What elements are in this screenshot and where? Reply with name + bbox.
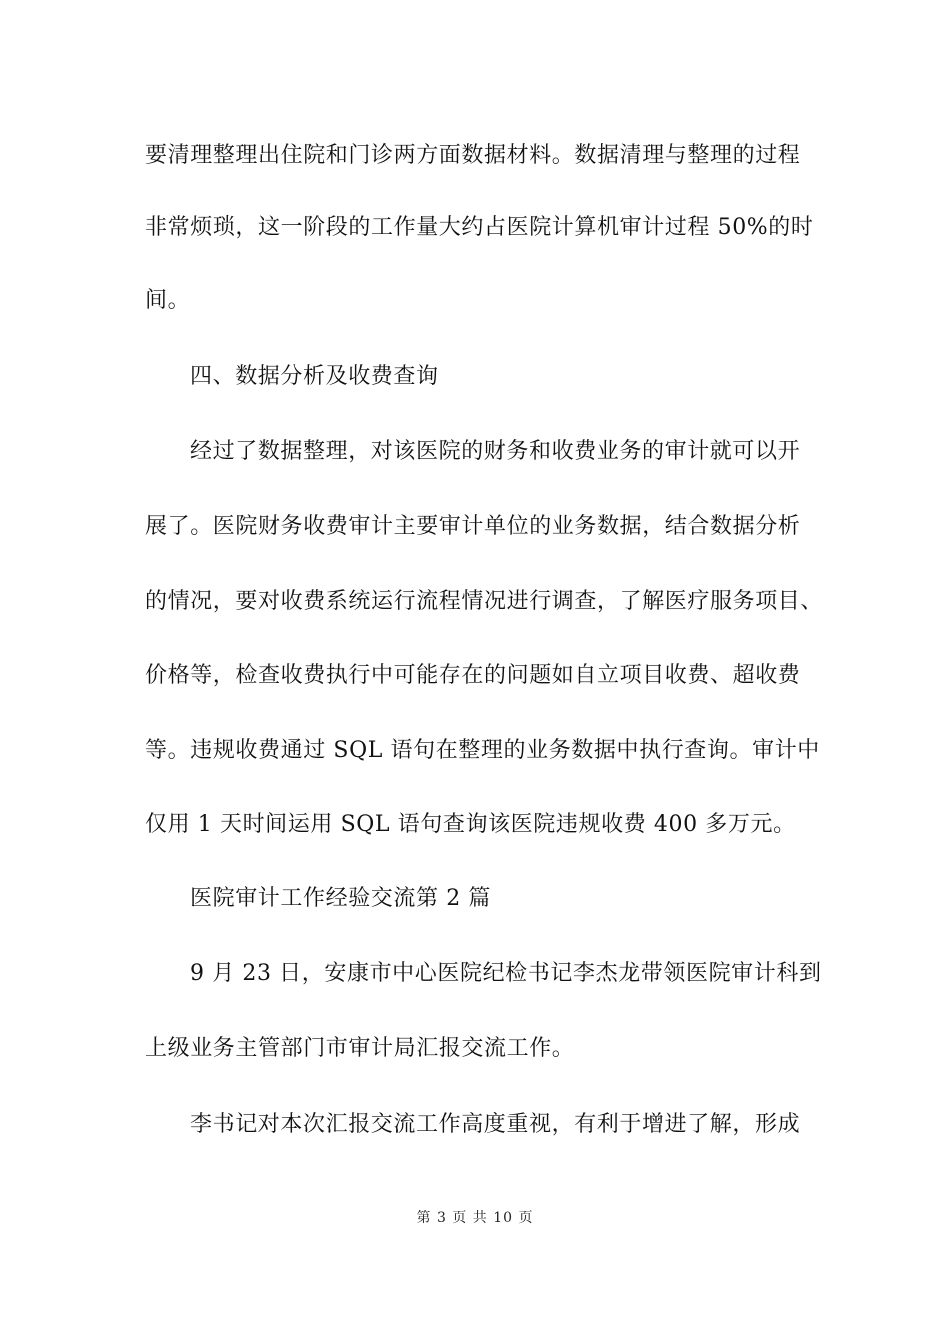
paragraph-line: 仅用 1 天时间运用 SQL 语句查询该医院违规收费 400 多万元。 — [145, 812, 796, 837]
paragraph-line: 展了。医院财务收费审计主要审计单位的业务数据，结合数据分析 — [145, 514, 801, 539]
paragraph-line: 间。 — [145, 288, 191, 313]
paragraph-line: 要清理整理出住院和门诊两方面数据材料。数据清理与整理的过程 — [145, 143, 801, 168]
paragraph-line: 上级业务主管部门市审计局汇报交流工作。 — [145, 1036, 575, 1061]
paragraph-line: 价格等，检查收费执行中可能存在的问题如自立项目收费、超收费 — [145, 663, 801, 688]
paragraph-line: 李书记对本次汇报交流工作高度重视，有利于增进了解，形成 — [190, 1112, 801, 1137]
paragraph-line: 经过了数据整理，对该医院的财务和收费业务的审计就可以开 — [190, 439, 801, 464]
section-heading: 四、数据分析及收费查询 — [190, 364, 439, 389]
paragraph-line: 等。违规收费通过 SQL 语句在整理的业务数据中执行查询。审计中 — [145, 738, 820, 763]
paragraph-line: 非常烦琐，这一阶段的工作量大约占医院计算机审计过程 50%的时 — [145, 215, 814, 240]
paragraph-line: 9 月 23 日，安康市中心医院纪检书记李杰龙带领医院审计科到 — [190, 961, 822, 986]
article-title: 医院审计工作经验交流第 2 篇 — [190, 886, 491, 911]
page-number-footer: 第 3 页 共 10 页 — [416, 1210, 534, 1226]
paragraph-line: 的情况，要对收费系统运行流程情况进行调查，了解医疗服务项目、 — [145, 589, 824, 614]
